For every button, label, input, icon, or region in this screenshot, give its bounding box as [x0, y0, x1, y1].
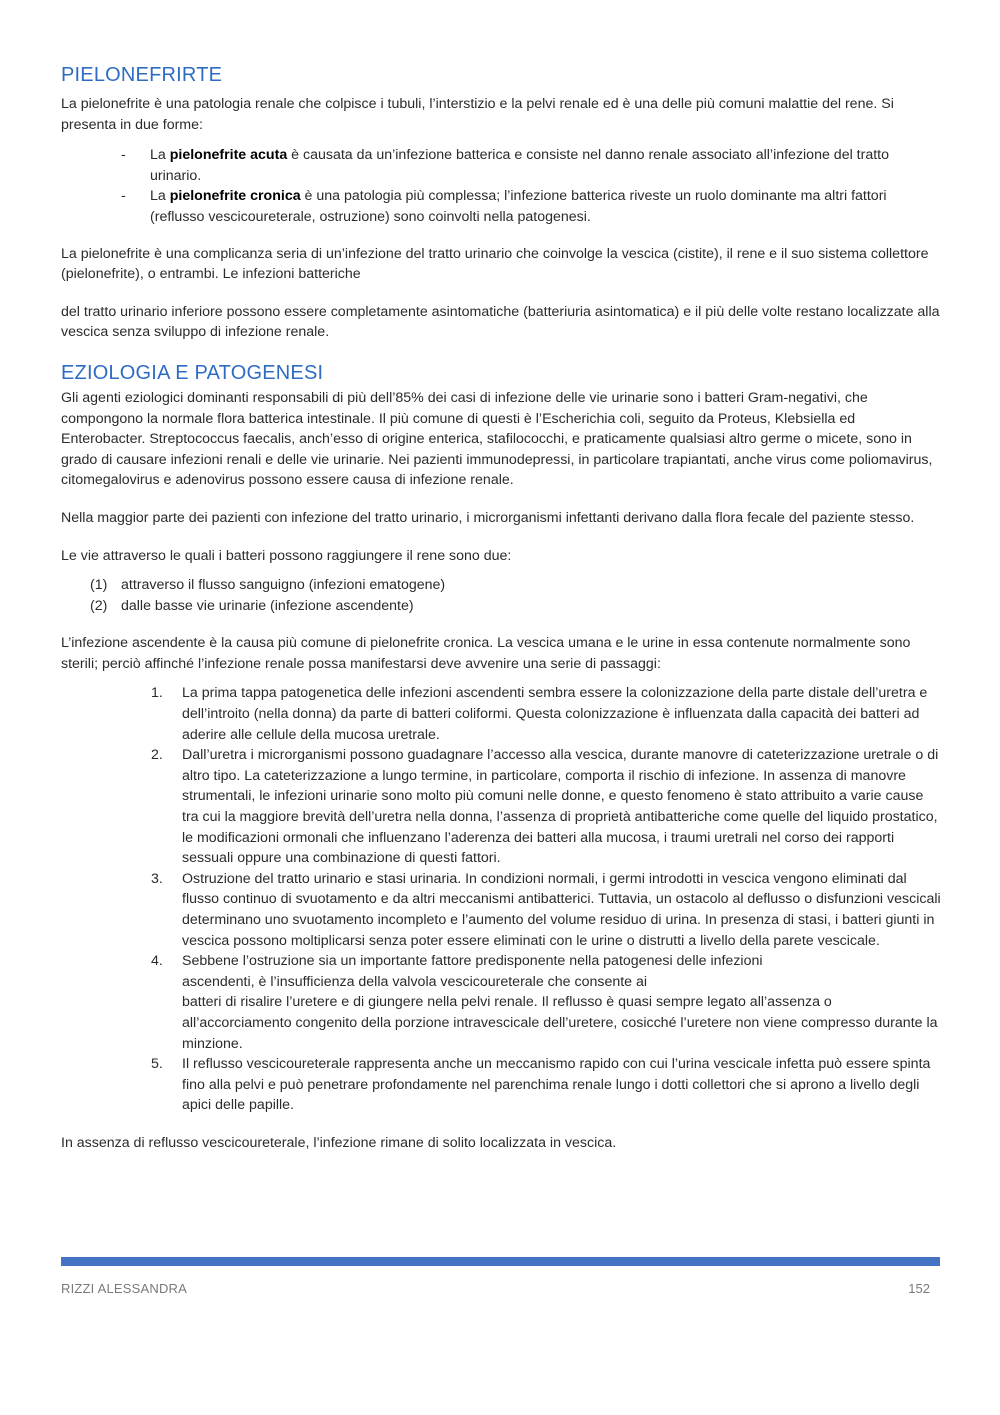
list-marker: 4.	[151, 953, 163, 970]
list-marker: 2.	[151, 747, 163, 764]
list-item-text: Il reflusso vescicoureterale rappresenta anche un meccanismo rapido con cui l’urina vescicale infetta può essere spinta fino alla pelvi e può penetrare profondamente nel parenchima renale lungo i dotti collettori che si aprono a livello degli apici delle papille.	[182, 1056, 931, 1114]
list-item-text: La	[150, 188, 170, 205]
forms-list	[61, 145, 941, 227]
section-title-pielonefrite: PIELONEFRIRTE	[61, 64, 223, 86]
list-marker: (1)	[90, 577, 108, 594]
list-item	[61, 596, 941, 617]
list-marker: 3.	[151, 870, 163, 887]
paragraph: del tratto urinario inferiore possono essere completamente asintomatiche (batteriuria asintomatica) e il più delle volte restano localizzate alla vescica senza sviluppo di infezione renale.	[61, 303, 940, 341]
paragraph: In assenza di reflusso vescicoureterale, l’infezione rimane di solito localizzata in vescica.	[61, 1134, 617, 1151]
section-title-eziologia: EZIOLOGIA E PATOGENESI	[61, 361, 324, 384]
list-item	[61, 145, 941, 186]
list-item-text: è causata da un’infezione batterica e consiste nel danno renale associato all’infezione del tratto urinario.	[150, 147, 890, 184]
list-marker: 5.	[151, 1056, 163, 1073]
paragraph: Gli agenti eziologici dominanti responsabili di più dell’85% dei casi di infezione delle vie urinarie sono i batteri Gram-negativi, che compongono la normale flora batterica intestinale. Il più comune di questi è l’Escherichia coli, seguito da Proteus, Klebsiella ed Enterobacter. Streptococcus faecalis, anch’esso di origine enterica, stafilococchi, e praticamente qualsiasi altro germe o micete, sono in grado di causare infezioni renali e delle vie urinarie. Nei pazienti immunodepressi, in particolare trapiantati, anche virus come poliomavirus, citomegalovirus e adenovirus possono essere causa di infezione renale.	[61, 389, 933, 489]
list-item	[61, 951, 941, 1054]
bullet-mark: -	[121, 188, 126, 205]
list-item-text: La	[150, 147, 170, 164]
paragraph: L’infezione ascendente è la causa più comune di pielonefrite cronica. La vescica umana e le urine in essa contenute normalmente sono sterili; perciò affinché l’infezione renale possa manifestarsi deve avvenire una serie di passaggi:	[61, 635, 911, 672]
intro-paragraph: La pielonefrite è una patologia renale che colpisce i tubuli, l’interstizio e la pelvi renale ed è una delle più comuni malattie del rene. Si presenta in due forme:	[61, 96, 894, 133]
list-item-text: Ostruzione del tratto urinario e stasi urinaria. In condizioni normali, i germi introdotti in vescica vengono eliminati dal flusso continuo di svuotamento e da altri meccanismi antibatterici. Tuttavia, un ostacolo al deflusso o disfunzioni vescicali determinano uno svuotamento incompleto e l’aumento del volume residuo di urina. In presenza di stasi, i batteri giunti in vescica possono moltiplicarsi senza poter essere eliminati con le urine o distrutti a livello della parete vescicale.	[182, 870, 941, 949]
bullet-mark: -	[121, 147, 126, 164]
list-item-text: attraverso il flusso sanguigno (infezioni ematogene)	[121, 577, 446, 594]
list-item-text: batteri di risalire l’uretere e di giungere nella pelvi renale. Il reflusso è quasi sempre legato all’assenza o all’accorciamento congenito della porzione intravescicale dell’uretere, cosicché l’uretere non viene compresso durante la minzione.	[182, 994, 938, 1052]
paragraph: Le vie attraverso le quali i batteri possono raggiungere il rene sono due:	[61, 547, 512, 564]
list-item-text: dalle basse vie urinarie (infezione ascendente)	[121, 597, 414, 614]
list-item-text: è una patologia più complessa; l’infezione batterica riveste un ruolo dominante ma altri fattori (reflusso vescicoureterale, ostruzione) sono coinvolti nella patogenesi.	[150, 188, 887, 225]
page-number: 152	[908, 1281, 930, 1296]
list-item-text: La prima tappa patogenetica delle infezioni ascendenti sembra essere la colonizzazione della parte distale dell’uretra e dell’introito (nella donna) da parte di batteri coliformi. Questa colonizzazione è influenzata dalla capacità dei batteri ad aderire alle cellule della mucosa uretrale.	[182, 685, 928, 743]
list-item	[61, 1054, 941, 1116]
paragraph: Nella maggior parte dei pazienti con infezione del tratto urinario, i microrganismi infettanti derivano dalla flora fecale del paziente stesso.	[61, 509, 915, 526]
paragraph: La pielonefrite è una complicanza seria di un’infezione del tratto urinario che coinvolge la vescica (cistite), il rene e il suo sistema collettore (pielonefrite), o entrambi. Le infezioni batteriche	[61, 245, 929, 283]
list-item	[61, 745, 941, 869]
document-page	[61, 62, 941, 1154]
list-item	[61, 683, 941, 745]
list-item	[61, 186, 941, 227]
list-item	[61, 575, 941, 596]
routes-list	[61, 575, 941, 616]
footer-divider	[61, 1257, 940, 1266]
bold-term: pielonefrite acuta	[169, 147, 288, 164]
footer-author: RIZZI ALESSANDRA	[61, 1281, 188, 1296]
list-marker: 1.	[151, 685, 163, 702]
list-item-text: Sebbene l’ostruzione sia un importante fattore predisponente nella patogenesi delle infezioni ascendenti, è l’insufficienza della valvola vescicoureterale che consente ai	[182, 953, 763, 990]
steps-list	[61, 683, 941, 1115]
list-marker: (2)	[90, 597, 108, 614]
list-item-text: Dall’uretra i microrganismi possono guadagnare l’accesso alla vescica, durante manovre di cateterizzazione uretrale o di altro tipo. La cateterizzazione a lungo termine, in particolare, comporta il rischio di infezione. In assenza di manovre strumentali, le infezioni urinarie sono molto più comuni nelle donne, e questo fenomeno è stato attribuito a varie cause tra cui la maggiore brevità dell’uretra nella donna, l’assenza di proprietà antibatteriche come quelle del liquido prostatico, le modificazioni ormonali che influenzano l’aderenza dei batteri alla mucosa, i traumi uretrali nel corso dei rapporti sessuali oppure una combinazione di questi fattori.	[182, 747, 939, 867]
bold-term: pielonefrite cronica	[169, 188, 301, 205]
list-item	[61, 869, 941, 951]
